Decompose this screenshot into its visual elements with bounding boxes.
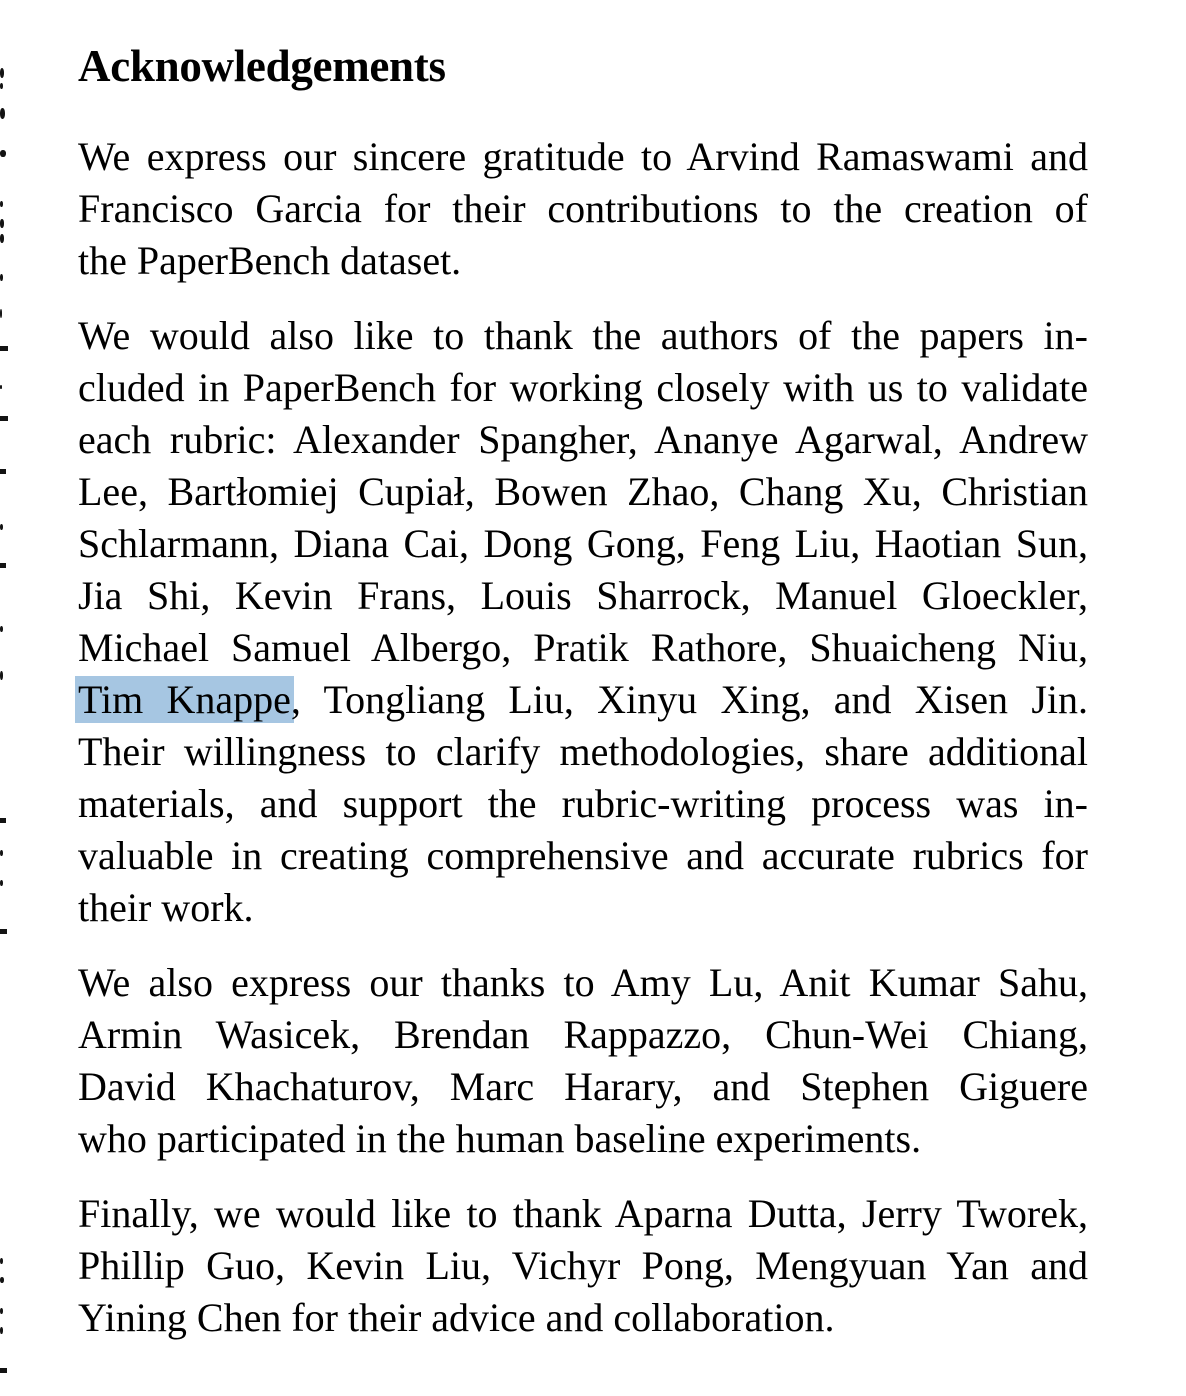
text-line: [78, 362, 1088, 414]
text-line: [78, 310, 1088, 362]
paragraph-2: [78, 310, 1088, 934]
column-edge-fragment: [0, 385, 2, 389]
text-line: [78, 570, 1088, 622]
text-segment: We would also like to thank the authors of the papers in-: [78, 313, 1088, 358]
column-edge-fragment: [0, 1368, 7, 1373]
text-segment: Michael Samuel Albergo, Pratik Rathore, Shuaicheng Niu,: [78, 625, 1088, 670]
text-line: [78, 518, 1088, 570]
text-segment: their work.: [78, 885, 254, 930]
text-line: [78, 882, 1088, 934]
column-edge-fragment: [0, 274, 3, 281]
paragraph-1: [78, 131, 1088, 287]
text-segment: Schlarmann, Diana Cai, Dong Gong, Feng Liu, Haotian Sun,: [78, 521, 1088, 566]
paragraph-4: [78, 1188, 1088, 1344]
text-segment: Jia Shi, Kevin Frans, Louis Sharrock, Manuel Gloeckler,: [78, 573, 1088, 618]
column-edge-fragment: [0, 83, 3, 89]
text-segment: We also express our thanks to Amy Lu, Anit Kumar Sahu,: [78, 960, 1088, 1005]
text-line: [78, 1240, 1088, 1292]
text-segment: We express our sincere gratitude to Arvind Ramaswami and: [78, 134, 1088, 179]
section-heading: Acknowledgements: [78, 41, 446, 91]
text-line: [78, 778, 1088, 830]
text-line: [78, 414, 1088, 466]
column-edge-fragment: [0, 850, 3, 856]
column-edge-fragment: [0, 1277, 4, 1283]
column-edge-fragment: [0, 1258, 3, 1264]
column-edge-fragment: [0, 234, 4, 243]
text-segment: each rubric: Alexander Spangher, Ananye Agarwal, Andrew: [78, 417, 1088, 462]
text-segment: Phillip Guo, Kevin Liu, Vichyr Pong, Mengyuan Yan and: [78, 1243, 1088, 1288]
text-line: [78, 1113, 1088, 1165]
column-edge-fragment: [0, 309, 2, 318]
text-line: [78, 674, 1088, 726]
document-column: [78, 131, 1088, 1367]
text-line: [78, 131, 1088, 183]
column-edge-fragment: [0, 416, 8, 421]
text-segment: cluded in PaperBench for working closely with us to validate: [78, 365, 1088, 410]
text-line: [78, 183, 1088, 235]
column-edge-fragment: [0, 524, 3, 530]
text-segment: valuable in creating comprehensive and accurate rubrics for: [78, 833, 1088, 878]
column-edge-fragment: [0, 469, 6, 474]
column-edge-fragment: [0, 929, 7, 934]
text-line: [78, 1292, 1088, 1344]
column-edge-fragment: [0, 201, 3, 207]
text-segment: Francisco Garcia for their contributions to the creation of: [78, 186, 1088, 231]
column-edge-fragment: [0, 880, 3, 886]
text-segment: Armin Wasicek, Brendan Rappazzo, Chun-Wei Chiang,: [78, 1012, 1088, 1057]
text-segment: David Khachaturov, Marc Harary, and Stephen Giguere: [78, 1064, 1088, 1109]
column-edge-fragment: [0, 68, 4, 78]
column-edge-fragment: [0, 626, 3, 632]
text-line: [78, 830, 1088, 882]
text-line: [78, 1188, 1088, 1240]
paragraph-3: [78, 957, 1088, 1165]
column-edge-fragment: [0, 671, 3, 680]
column-edge-fragment: [0, 150, 6, 157]
text-segment: , Tongliang Liu, Xinyu Xing, and Xisen Jin.: [290, 677, 1088, 722]
column-edge-fragment: [0, 219, 4, 228]
text-segment: the PaperBench dataset.: [78, 238, 462, 283]
text-selection-highlight[interactable]: Tim Knappe: [75, 676, 294, 723]
text-segment: Lee, Bartłomiej Cupiał, Bowen Zhao, Chang Xu, Christian: [78, 469, 1088, 514]
text-segment: materials, and support the rubric-writing process was in-: [78, 781, 1088, 826]
column-edge-fragment: [0, 818, 6, 823]
column-edge-fragment: [0, 1327, 3, 1334]
text-line: [78, 466, 1088, 518]
text-line: [78, 957, 1088, 1009]
column-edge-fragment: [0, 108, 5, 119]
text-segment: Yining Chen for their advice and collaboration.: [78, 1295, 835, 1340]
text-line: [78, 726, 1088, 778]
text-line: [78, 622, 1088, 674]
text-segment: Finally, we would like to thank Aparna Dutta, Jerry Tworek,: [78, 1191, 1088, 1236]
text-segment: who participated in the human baseline experiments.: [78, 1116, 922, 1161]
text-line: [78, 235, 1088, 287]
column-edge-fragment: [0, 563, 6, 568]
column-edge-fragment: [0, 1308, 3, 1314]
text-line: [78, 1009, 1088, 1061]
column-edge-fragment: [0, 346, 8, 351]
text-segment: Their willingness to clarify methodologies, share additional: [78, 729, 1088, 774]
text-line: [78, 1061, 1088, 1113]
